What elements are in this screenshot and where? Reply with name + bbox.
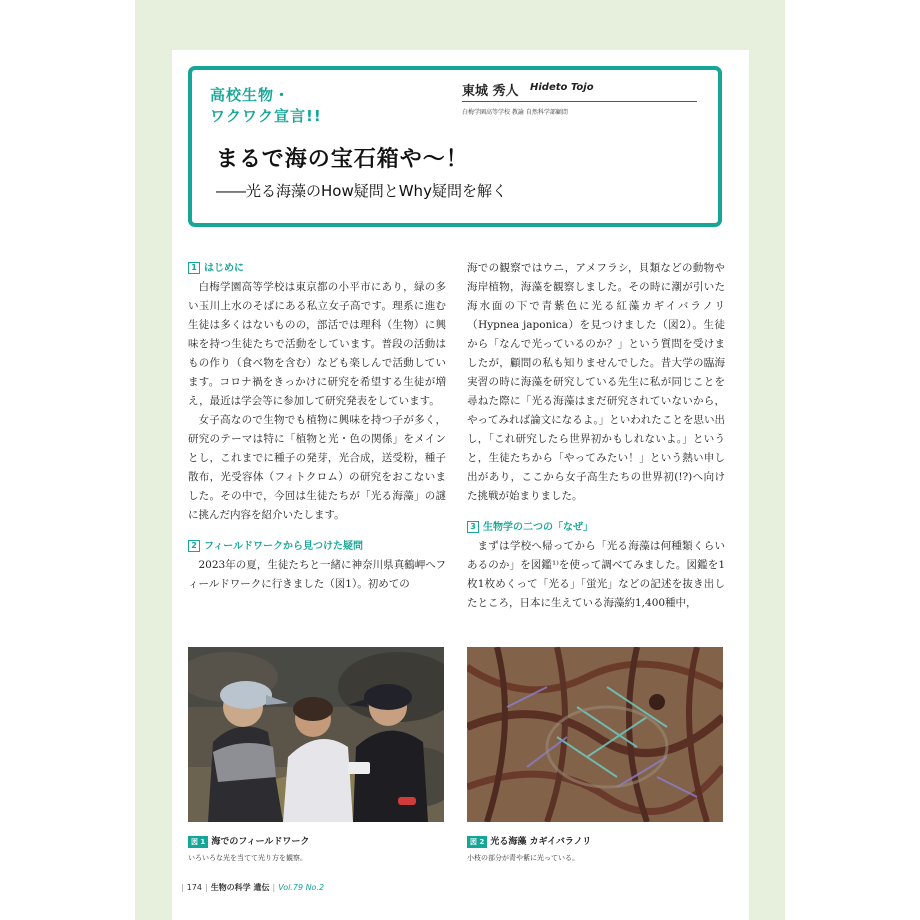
paragraph: まずは学校へ帰ってから「光る海藻は何種類くらいあるのか」を図鑑¹⁾を使って調べてみました。図鑑を1枚1枚めくって「光る」「蛍光」などの記述を抜き出したところ，日本に生えている海藻約1,400種中， — [467, 540, 725, 609]
outer-margin-right — [785, 0, 920, 920]
figure-title: 海でのフィールドワーク — [211, 837, 310, 847]
series-title-line2: ワクワク宣言!! — [210, 107, 322, 125]
figure-description: 小枝の部分が青や紫に光っている。 — [467, 854, 579, 862]
article-subtitle: ――光る海藻のHow疑問とWhy疑問を解く — [216, 182, 507, 200]
figure-description: いろいろな光を当てて光り方を観察。 — [188, 854, 307, 862]
volume-info: Vol.79 No.2 — [278, 883, 325, 892]
figure-2-photo — [467, 647, 723, 822]
series-title — [210, 85, 370, 127]
paragraph: 2023年の夏，生徒たちと一緒に神奈川県真鶴岬へフィールドワークに行きました（図1）。初めての — [188, 559, 446, 590]
author-roman-name: Hideto Tojo — [530, 82, 594, 93]
author-divider — [462, 101, 697, 102]
figure-label: 図 2 — [467, 836, 487, 848]
paragraph: 白梅学園高等学校は東京都の小平市にあり，緑の多い玉川上水のそばにある私立女子高です。理系に進む生徒は多くはないものの，部活では理科（生物）に興味を持つ生徒たちで活動をしています。普段の活動はもの作り（食べ物を含む）なども楽しんで活動しています。コロナ禍をきっかけに研究を希望する生徒が増え，最近は学会等に参加して研究発表をしています。 — [188, 281, 446, 407]
series-title-line1: 高校生物・ — [210, 86, 291, 104]
section-title: 生物学の二つの「なぜ」 — [483, 522, 593, 533]
page-footer: | 174 | 生物の科学 遺伝 | Vol.79 No.2 — [181, 883, 325, 892]
figure-2-caption — [467, 829, 723, 863]
author-name: 東城 秀人 — [462, 84, 519, 99]
outer-margin-left — [0, 0, 135, 920]
paragraph: 女子高なので生物でも植物に興味を持つ子が多く，研究のテーマは特に「植物と光・色の関係」をメインとし，これまでに種子の発芽，光合成，送受粉，種子散布，光受容体（フィトクロム）の研究をおこないました。その中で，今回は生徒たちが「光る海藻」の謎に挑んだ内容を紹介いたします。 — [188, 414, 446, 521]
page-number: 174 — [186, 883, 202, 892]
figure-title: 光る海藻 カギイバラノリ — [490, 837, 592, 847]
text-column-right — [467, 259, 725, 613]
section-number: 2 — [188, 540, 200, 552]
article-header-box — [188, 66, 722, 227]
section-heading-1 — [188, 259, 446, 278]
author-affiliation: 白梅学園高等学校 教諭 自然科学部顧問 — [462, 109, 568, 116]
article-title: まるで海の宝石箱や～！ — [216, 147, 469, 172]
paragraph: 海での観察ではウニ，アメフラシ，貝類などの動物や海岸植物，海藻を観察しました。その時に潮が引いた海水面の下で青紫色に光る紅藻カギイバラノリ（Hypnea japonica）を見つけました（図2）。生徒から「なんで光っているのか？」という質問を受けましたが，顧問の私も知りませんでした。昔大学の臨海実習の時に海藻を研究している先生に私が同じことを尋ねた際に「光る海藻はまだ研究されていないから，やってみれば論文になるよ。」といわれたことを思い出し，「これ研究したら世界初かもしれないよ。」というと，生徒たちから「やってみたい！」という熱い申し出があり，ここから女子高生たちの世界初(!?)へ向けた挑戦が始まりました。 — [467, 262, 725, 502]
section-title: はじめに — [204, 263, 244, 274]
section-heading-3 — [467, 518, 725, 537]
section-heading-2 — [188, 537, 446, 556]
magazine-name: 生物の科学 遺伝 — [210, 883, 270, 892]
figure-1-caption — [188, 829, 444, 863]
section-number: 1 — [188, 262, 200, 274]
figure-1-photo — [188, 647, 444, 822]
figure-label: 図 1 — [188, 836, 208, 848]
text-column-left — [188, 259, 446, 594]
section-title: フィールドワークから見つけた疑問 — [204, 541, 363, 552]
section-number: 3 — [467, 521, 479, 533]
